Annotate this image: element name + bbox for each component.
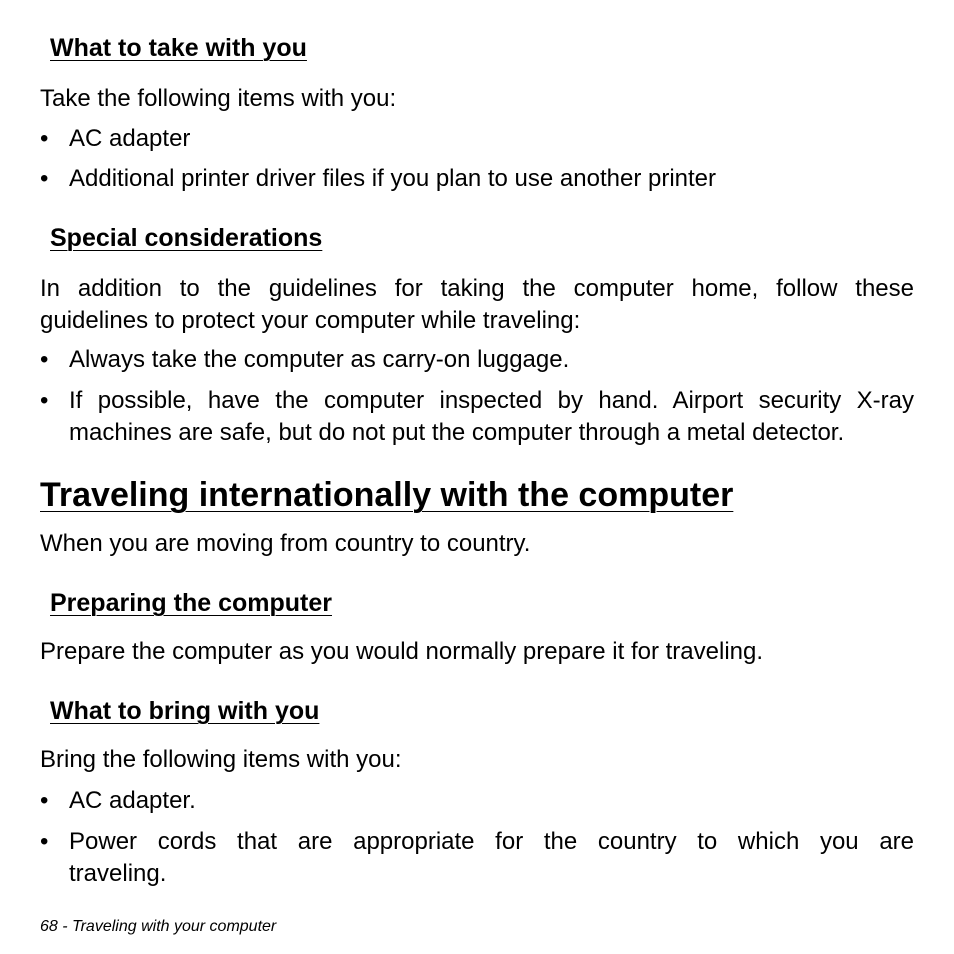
heading-traveling-internationally: Traveling internationally with the computer	[40, 476, 734, 514]
list-item: AC adapter	[69, 125, 191, 152]
bullet-marker: •	[40, 387, 49, 414]
list-item: Additional printer driver files if you plan to use another printer	[69, 165, 717, 192]
list-item: If possible, have the computer inspected by hand. Airport security X-ray	[69, 387, 914, 414]
bullet-marker: •	[40, 165, 49, 192]
special-intro-line1: In addition to the guidelines for taking the computer home, follow these	[40, 275, 914, 302]
bullet-marker: •	[40, 125, 49, 152]
heading-preparing-computer: Preparing the computer	[50, 589, 332, 617]
list-item-continuation: machines are safe, but do not put the computer through a metal detector.	[69, 419, 845, 446]
take-intro: Take the following items with you:	[40, 85, 397, 112]
bring-intro: Bring the following items with you:	[40, 746, 402, 773]
heading-what-to-bring: What to bring with you	[50, 697, 320, 725]
list-item-continuation: traveling.	[69, 860, 167, 887]
bullet-marker: •	[40, 346, 49, 373]
list-item: AC adapter.	[69, 787, 196, 814]
special-intro-line2: guidelines to protect your computer while traveling:	[40, 307, 581, 334]
bullet-marker: •	[40, 828, 49, 855]
bullet-marker: •	[40, 787, 49, 814]
page-footer: 68 - Traveling with your computer	[40, 918, 277, 935]
list-item: Power cords that are appropriate for the country to which you are	[69, 828, 914, 855]
heading-what-to-take: What to take with you	[50, 34, 307, 62]
heading-special-considerations: Special considerations	[50, 224, 323, 252]
international-intro: When you are moving from country to country.	[40, 530, 531, 557]
list-item: Always take the computer as carry-on luggage.	[69, 346, 570, 373]
preparing-text: Prepare the computer as you would normally prepare it for traveling.	[40, 638, 764, 665]
